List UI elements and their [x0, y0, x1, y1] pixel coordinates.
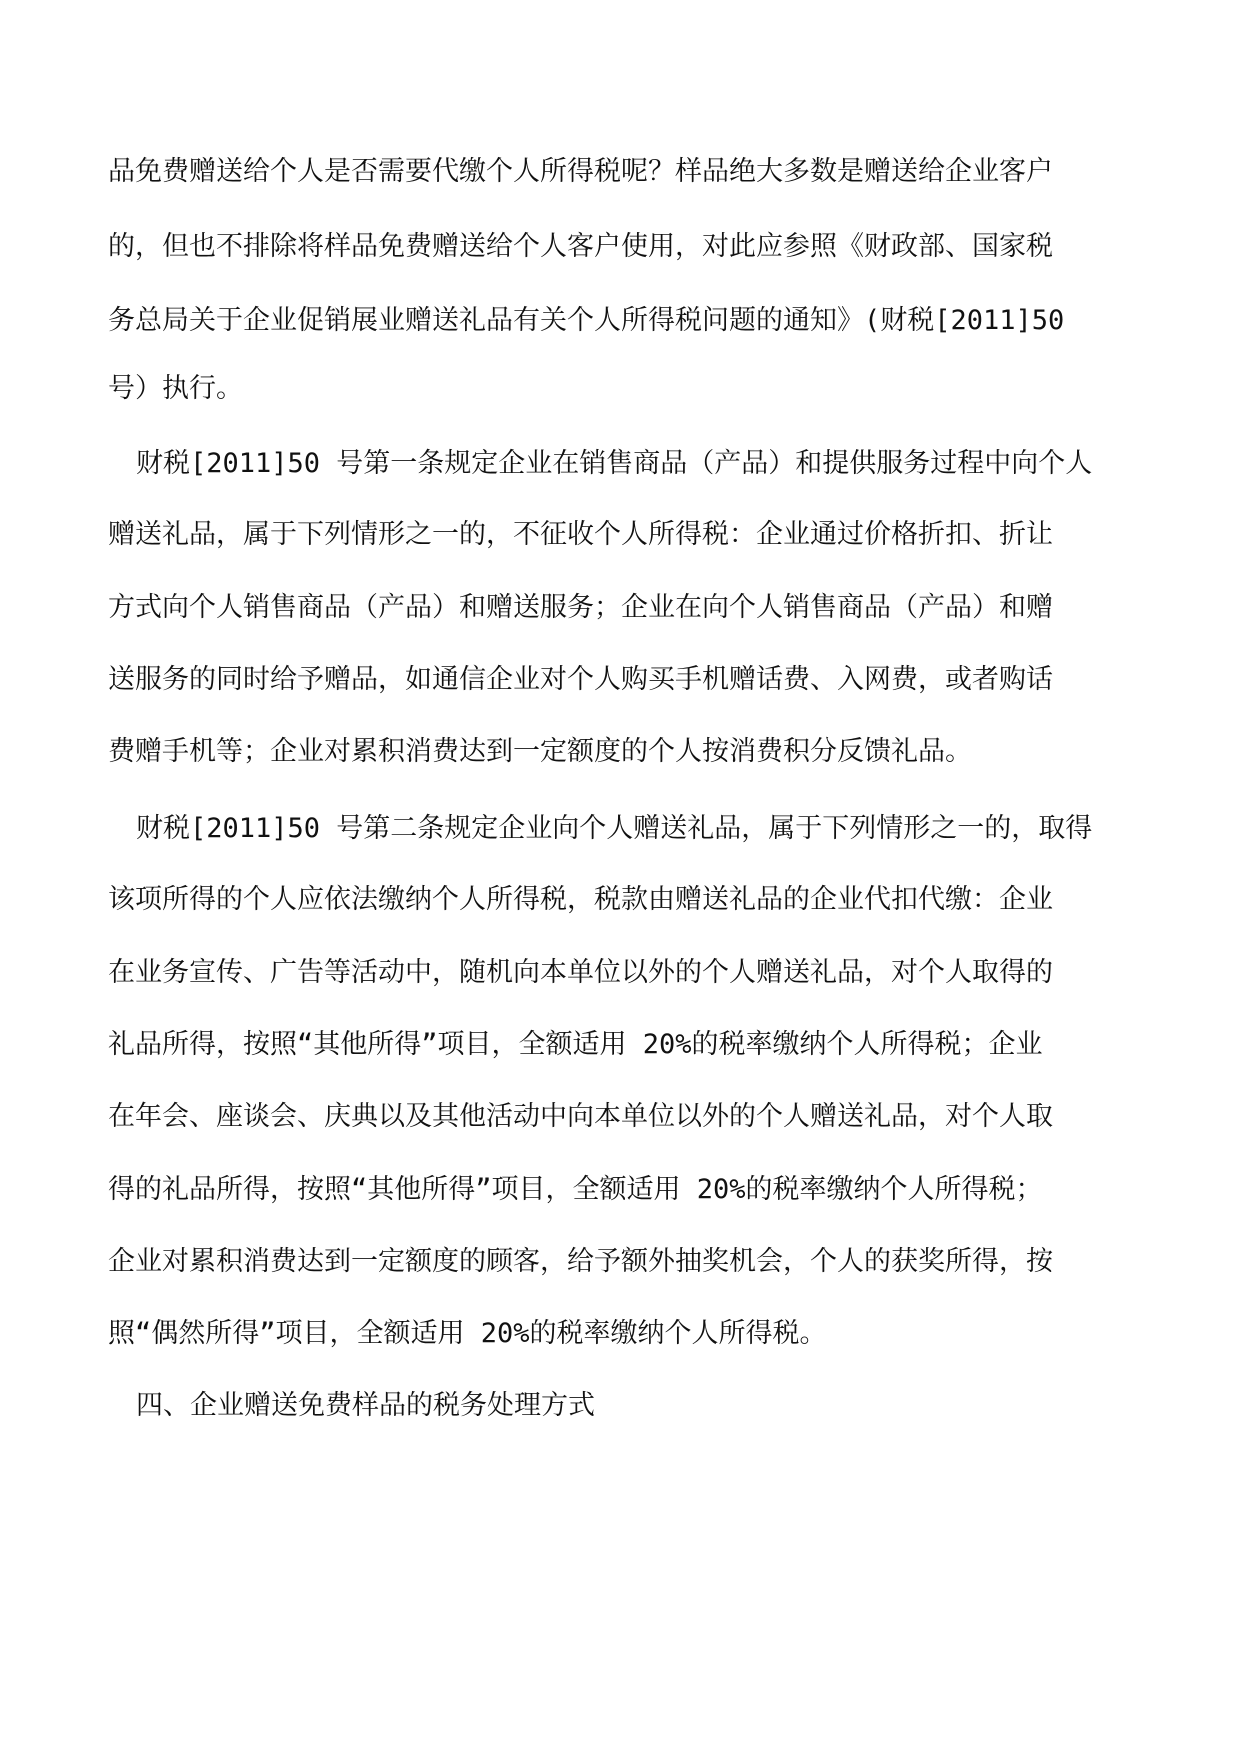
- paragraph-3-line-3: 在业务宣传、广告等活动中，随机向本单位以外的个人赠送礼品，对个人取得的: [108, 957, 1053, 988]
- paragraph-3-line-8: 照“偶然所得”项目，全额适用 20%的税率缴纳个人所得税。: [108, 1318, 827, 1349]
- paragraph-1-line-4: 号）执行。: [108, 373, 243, 404]
- paragraph-3-line-6: 得的礼品所得，按照“其他所得”项目，全额适用 20%的税率缴纳个人所得税；: [108, 1174, 1043, 1205]
- paragraph-3-line-4: 礼品所得，按照“其他所得”项目，全额适用 20%的税率缴纳个人所得税；企业: [108, 1029, 1043, 1060]
- paragraph-2-line-3: 方式向个人销售商品（产品）和赠送服务；企业在向个人销售商品（产品）和赠: [108, 592, 1053, 623]
- paragraph-1-line-1: 品免费赠送给个人是否需要代缴个人所得税呢？样品绝大多数是赠送给企业客户: [108, 156, 1053, 187]
- paragraph-2-line-2: 赠送礼品，属于下列情形之一的，不征收个人所得税：企业通过价格折扣、折让: [108, 519, 1053, 550]
- paragraph-1-line-2: 的，但也不排除将样品免费赠送给个人客户使用，对此应参照《财政部、国家税: [108, 231, 1053, 262]
- paragraph-1-line-3: 务总局关于企业促销展业赠送礼品有关个人所得税问题的通知》(财税[2011]50: [108, 305, 1065, 336]
- paragraph-2-line-5: 费赠手机等；企业对累积消费达到一定额度的个人按消费积分反馈礼品。: [108, 736, 972, 767]
- paragraph-2-line-1: 财税[2011]50 号第一条规定企业在销售商品（产品）和提供服务过程中向个人: [136, 448, 1093, 479]
- section-heading: 四、企业赠送免费样品的税务处理方式: [136, 1390, 595, 1421]
- paragraph-3-line-1: 财税[2011]50 号第二条规定企业向个人赠送礼品，属于下列情形之一的，取得: [136, 813, 1093, 844]
- paragraph-2-line-4: 送服务的同时给予赠品，如通信企业对个人购买手机赠话费、入网费，或者购话: [108, 664, 1053, 695]
- paragraph-3-line-7: 企业对累积消费达到一定额度的顾客，给予额外抽奖机会，个人的获奖所得，按: [108, 1246, 1053, 1277]
- paragraph-3-line-2: 该项所得的个人应依法缴纳个人所得税，税款由赠送礼品的企业代扣代缴：企业: [108, 884, 1053, 915]
- paragraph-3-line-5: 在年会、座谈会、庆典以及其他活动中向本单位以外的个人赠送礼品，对个人取: [108, 1101, 1053, 1132]
